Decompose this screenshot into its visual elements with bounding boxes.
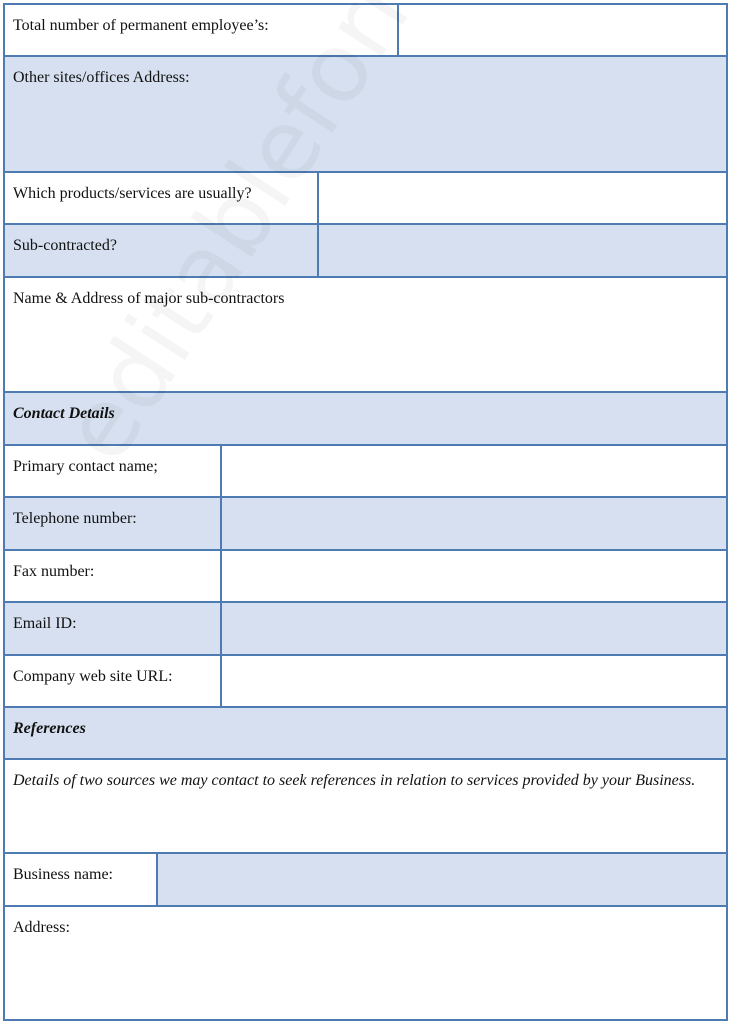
telephone-label: Telephone number: (5, 498, 222, 549)
subcontracted-input[interactable] (319, 225, 726, 276)
website-row (5, 656, 726, 708)
references-details-text: Details of two sources we may contact to seek references in relation to services provided by your Business. (13, 772, 696, 789)
telephone-input[interactable] (222, 498, 726, 549)
business-name-row (5, 854, 726, 907)
subcontractors-label: Name & Address of major sub-contractors (13, 290, 285, 307)
primary-contact-row (5, 446, 726, 498)
subcontractors-row (5, 278, 726, 393)
references-row (5, 708, 726, 760)
supplier-form (3, 3, 728, 1021)
references-details-row (5, 760, 726, 854)
address-row (5, 907, 726, 1019)
products-row (5, 173, 726, 225)
address-label: Address: (13, 919, 70, 936)
primary-contact-label: Primary contact name; (5, 446, 222, 496)
fax-input[interactable] (222, 551, 726, 601)
contact-details-heading: Contact Details (13, 405, 115, 422)
products-input[interactable] (319, 173, 726, 223)
business-name-input[interactable] (158, 854, 726, 905)
website-input[interactable] (222, 656, 726, 706)
primary-contact-input[interactable] (222, 446, 726, 496)
employees-label: Total number of permanent employee’s: (5, 5, 399, 55)
other-sites-label: Other sites/offices Address: (13, 69, 190, 86)
products-label: Which products/services are usually? (5, 173, 319, 223)
fax-label: Fax number: (5, 551, 222, 601)
employees-input[interactable] (399, 5, 726, 55)
telephone-row (5, 498, 726, 551)
email-input[interactable] (222, 603, 726, 654)
subcontracted-label: Sub-contracted? (5, 225, 319, 276)
email-label: Email ID: (5, 603, 222, 654)
email-row (5, 603, 726, 656)
references-heading: References (13, 720, 86, 737)
fax-row (5, 551, 726, 603)
contact-details-row (5, 393, 726, 446)
employees-row (5, 5, 726, 57)
website-label: Company web site URL: (5, 656, 222, 706)
other-sites-row (5, 57, 726, 173)
business-name-label: Business name: (5, 854, 158, 905)
subcontracted-row (5, 225, 726, 278)
